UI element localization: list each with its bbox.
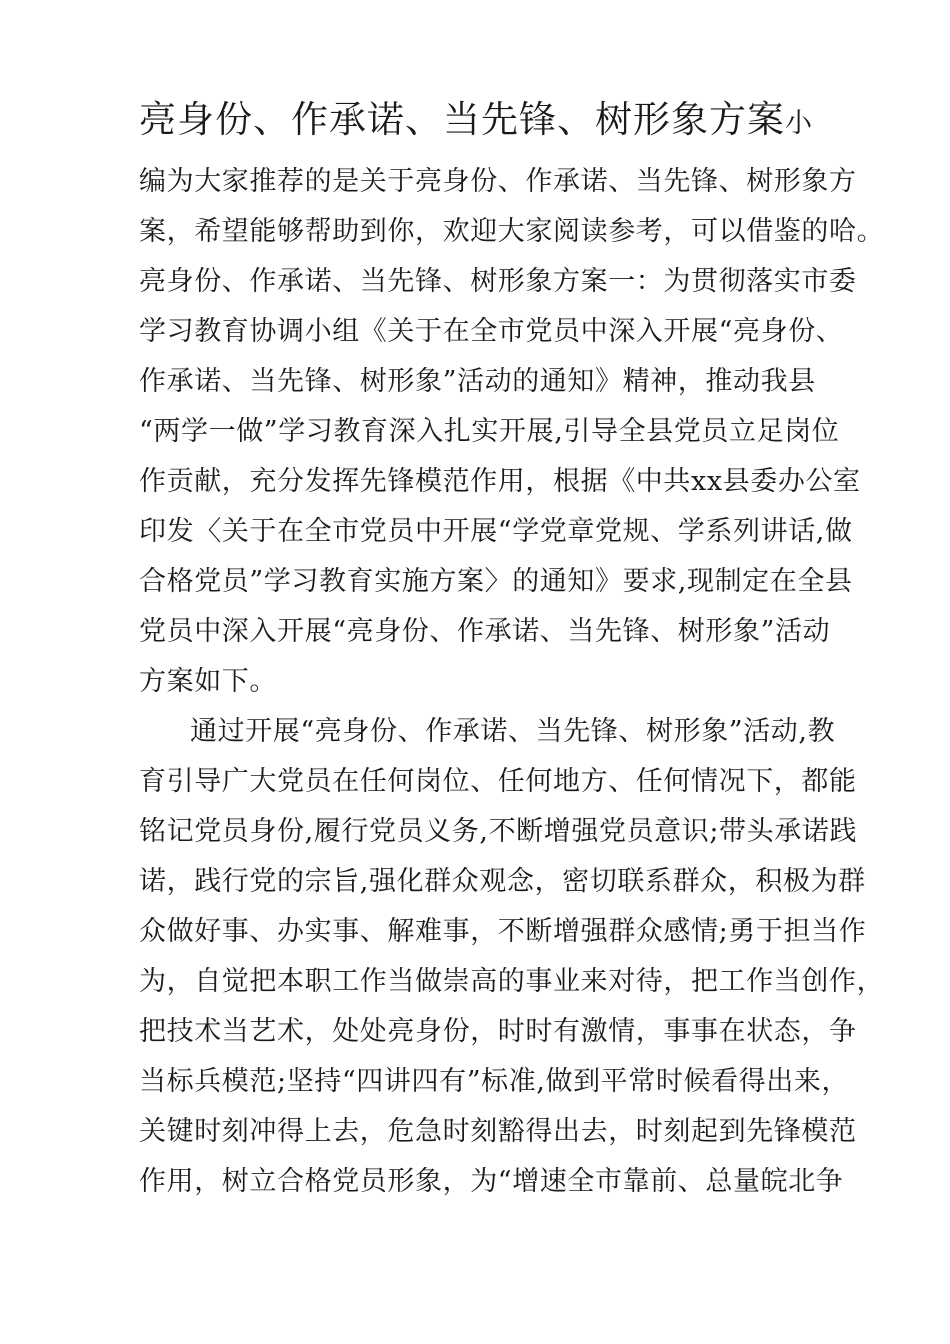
text-line: 学习教育协调小组《关于在全市党员中深入开展“亮身份、 [139,316,844,347]
text-line: 育引导广大党员在任何岗位、任何地方、任何情况下，都能 [139,766,857,797]
title-line [139,98,813,142]
text-line: 作承诺、当先锋、树形象”活动的通知》精神，推动我县 [139,366,816,397]
text-line: 把技术当艺术，处处亮身份，时时有激情，事事在状态，争 [139,1016,857,1047]
document-title: 亮身份、作承诺、当先锋、树形象方案 [139,98,785,141]
text-line: 合格党员”学习教育实施方案〉的通知》要求,现制定在全县 [139,566,853,597]
text-line: 为，自觉把本职工作当做崇高的事业来对待，把工作当创作， [139,966,885,997]
text-line: 诺，践行党的宗旨,强化群众观念，密切联系群众，积极为群 [139,866,866,897]
text-line: 关键时刻冲得上去，危急时刻豁得出去，时刻起到先锋模范 [139,1116,857,1147]
text-line: 通过开展“亮身份、作承诺、当先锋、树形象”活动,教 [190,716,836,747]
text-line: 作用，树立合格党员形象，为“增速全市靠前、总量皖北争 [139,1166,844,1197]
text-line: 编为大家推荐的是关于亮身份、作承诺、当先锋、树形象方 [139,166,857,197]
text-line: 党员中深入开展“亮身份、作承诺、当先锋、树形象”活动 [139,616,831,647]
text-line: “两学一做”学习教育深入扎实开展,引导全县党员立足岗位 [139,416,840,447]
text-line: 亮身份、作承诺、当先锋、树形象方案一：为贯彻落实市委 [139,266,857,297]
text-line: 印发〈关于在全市党员中开展“学党章党规、学系列讲话,做 [139,516,853,547]
text-line: 案，希望能够帮助到你，欢迎大家阅读参考，可以借鉴的哈。 [139,216,885,247]
text-line: 作贡献，充分发挥先锋模范作用，根据《中共xx县委办公室 [139,466,861,497]
text-line: 方案如下。 [139,666,277,697]
text-line: 铭记党员身份,履行党员义务,不断增强党员意识;带头承诺践 [139,816,858,847]
text-line: 众做好事、办实事、解难事，不断增强群众感情;勇于担当作 [139,916,867,947]
text-line: 当标兵模范;坚持“四讲四有”标准,做到平常时候看得出来， [139,1066,850,1097]
title-tail-text: 小 [785,108,813,139]
